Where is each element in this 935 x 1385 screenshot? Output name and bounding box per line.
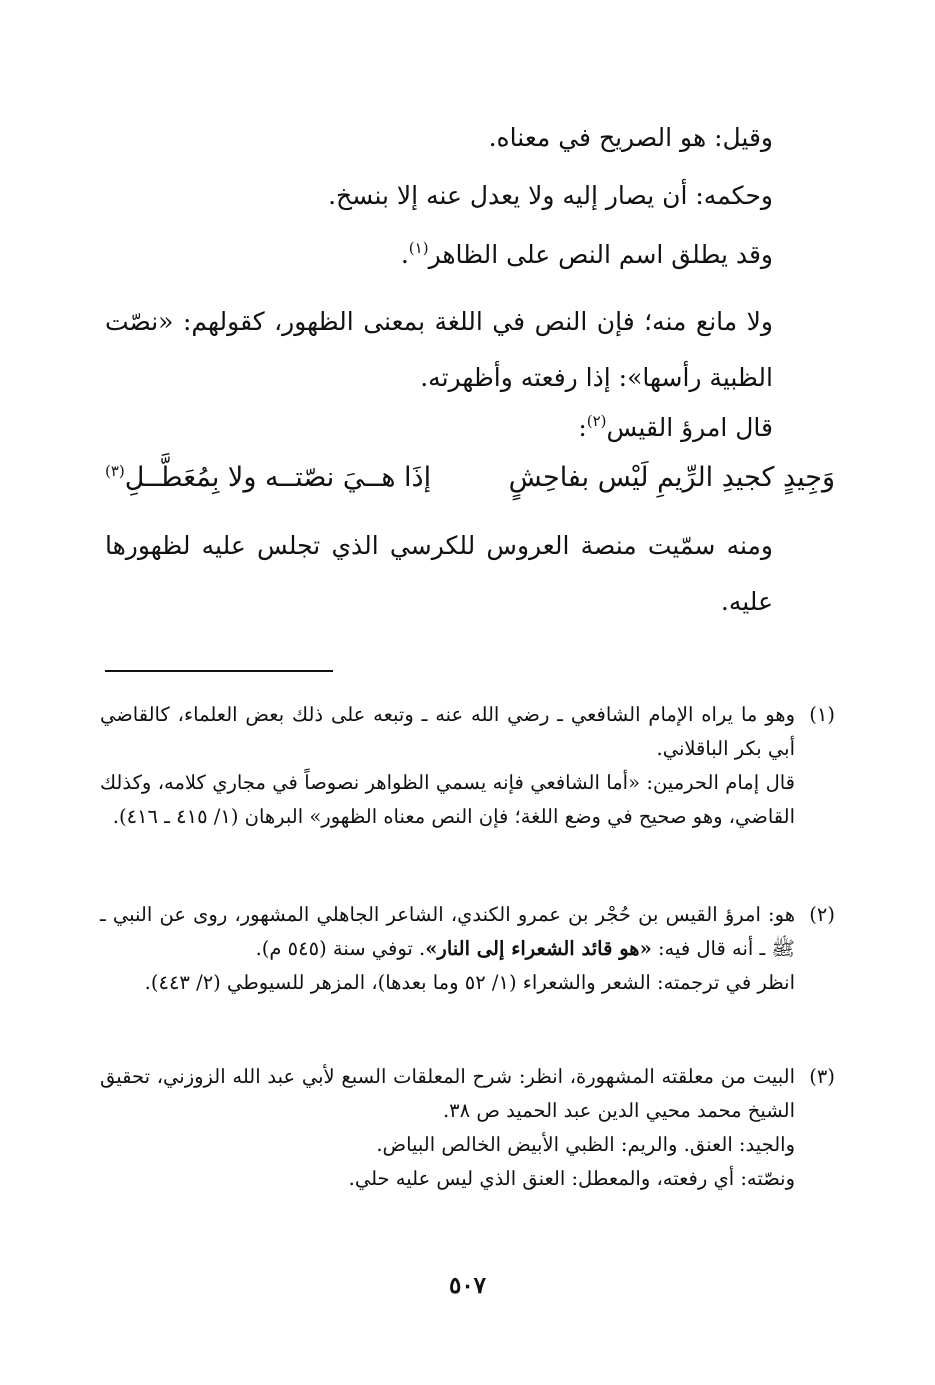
text-line bbox=[578, 408, 773, 448]
verse-first-hemistich: وَجِيدٍ كجيدِ الرِّيمِ لَيْس بفاحِشٍ bbox=[508, 462, 835, 493]
footnote-marker: (٢) bbox=[586, 412, 607, 430]
footnote-number: (٣) bbox=[809, 1065, 835, 1088]
footnote-marker: (٣) bbox=[105, 462, 125, 480]
footnote-marker: (١) bbox=[408, 239, 429, 257]
footnote bbox=[100, 898, 835, 1000]
footnote-subparagraph: ونصّته: أي رفعته، والمعطل: العنق الذي ليس عليه حلي. bbox=[348, 1167, 795, 1190]
footnote-row bbox=[100, 698, 835, 766]
text-line: وقيل: هو الصريح في معناه. bbox=[488, 123, 773, 152]
paragraph bbox=[105, 294, 835, 406]
footnote-separator bbox=[105, 670, 333, 672]
footnote-subparagraph: انظر في ترجمته: الشعر والشعراء (١/ ٥٢ وما بعدها)، المزهر للسيوطي (٢/ ٤٤٣). bbox=[144, 971, 795, 994]
text-span: قال امرؤ القيس bbox=[606, 413, 773, 442]
text-span: إذَا هــيَ نصّتــه ولا بِمُعَطَّــلِ bbox=[124, 462, 432, 493]
footnote-number: (٢) bbox=[809, 903, 835, 926]
paragraph-text: ولا مانع منه؛ فإن النص في اللغة بمعنى الظهور، كقولهم: «نصّت الظبية رأسها»: إذا رفعته وأظهرته. bbox=[105, 307, 773, 392]
footnote-text: وهو ما يراه الإمام الشافعي ـ رضي الله عنه ـ وتبعه على ذلك بعض العلماء، كالقاضي أبي بكر الباقلاني. bbox=[100, 703, 795, 760]
text-line bbox=[401, 235, 773, 275]
paragraph bbox=[105, 518, 835, 630]
footnote bbox=[100, 698, 835, 834]
text-line: وحكمه: أن يصار إليه ولا يعدل عنه إلا بنسخ. bbox=[328, 181, 773, 210]
punctuation: : bbox=[578, 413, 587, 442]
footnote-text: هو: امرؤ القيس بن حُجْر بن عمرو الكندي، الشاعر الجاهلي المشهور، روى عن النبي ـ ﷺ ـ أنه قال فيه: bbox=[100, 903, 795, 960]
footnote-subparagraph: والجيد: العنق. والريم: الظبي الأبيض الخالص البياض. bbox=[376, 1133, 795, 1156]
text-span: وقد يطلق اسم النص على الظاهر bbox=[428, 240, 773, 269]
footnote bbox=[100, 1060, 835, 1196]
paragraph-text: ومنه سمّيت منصة العروس للكرسي الذي تجلس عليه لظهورها عليه. bbox=[105, 531, 773, 616]
footnote-text: . توفي سنة (٥٤٥ م). bbox=[255, 937, 426, 960]
page-number: ٥٠٧ bbox=[448, 1272, 487, 1299]
footnote-row bbox=[100, 898, 835, 966]
verse-second-hemistich bbox=[105, 458, 431, 498]
footnote-row bbox=[100, 1060, 835, 1128]
footnote-number: (١) bbox=[809, 703, 835, 726]
footnote-quote: «هو قائد الشعراء إلى النار» bbox=[425, 937, 652, 960]
footnote-subparagraph: قال إمام الحرمين: «أما الشافعي فإنه يسمي الظواهر نصوصاً في مجاري كلامه، وكذلك القاضي، وهو صحيح في وضع اللغة؛ فإن النص معناه الظهور» البرهان (١/ ٤١٥ ـ ٤١٦). bbox=[100, 771, 795, 828]
poem-verse bbox=[105, 458, 835, 508]
footnote-text: البيت من معلقته المشهورة، انظر: شرح المعلقات السبع لأبي عبد الله الزوزني، تحقيق الشيخ محمد محيي الدين عبد الحميد ص ٣٨. bbox=[100, 1065, 795, 1122]
punctuation: . bbox=[400, 240, 409, 269]
